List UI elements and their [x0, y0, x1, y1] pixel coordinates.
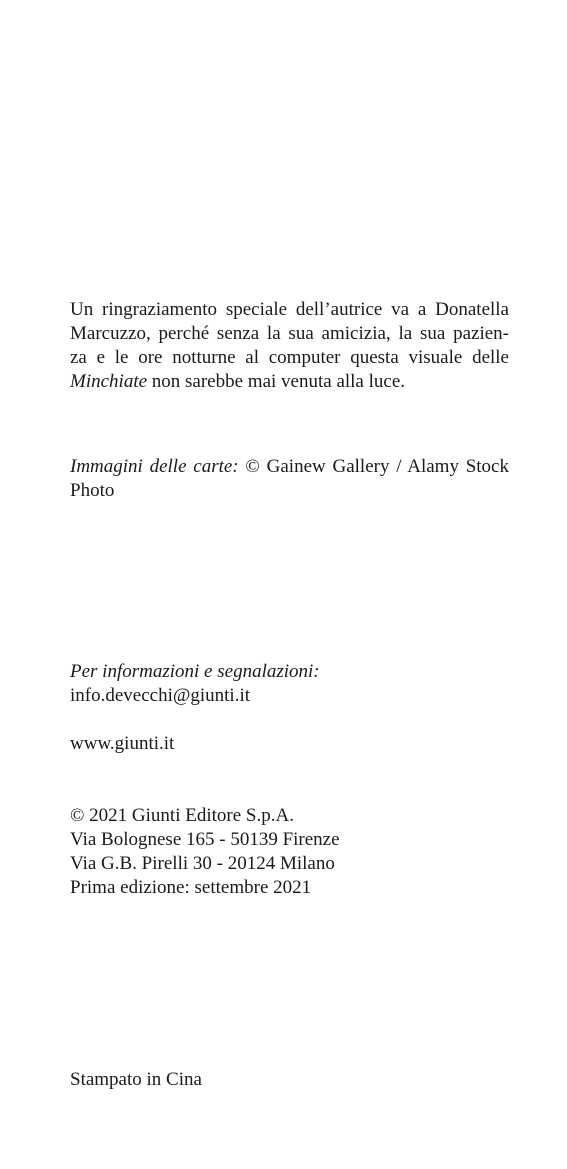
printed-in	[70, 1068, 509, 1092]
acknowledgement-line-end: non sarebbe mai venuta alla luce.	[147, 371, 406, 392]
website-url: www.giunti.it	[70, 733, 175, 754]
edition-date: Prima edizione: settembre 2021	[70, 877, 312, 898]
image-credits-line-2: Photo	[70, 480, 115, 501]
image-credits	[70, 455, 509, 503]
website	[70, 732, 509, 756]
publisher-info	[70, 804, 509, 900]
acknowledgement-paragraph	[70, 298, 509, 394]
acknowledgement-line: Un ringraziamento speciale dell’autrice va a Donatella	[70, 299, 509, 320]
address-florence: Via Bolognese 165 - 50139 Firenze	[70, 829, 340, 850]
printed-in-text: Stampato in Cina	[70, 1069, 202, 1090]
copyright-notice: © 2021 Giunti Editore S.p.A.	[70, 805, 294, 826]
acknowledgement-line: Marcuzzo, perché senza la sua amicizia, la sua pazien-	[70, 323, 509, 344]
contact-label: Per informazioni e segnalazioni:	[70, 661, 320, 682]
acknowledgement-line: za e le ore notturne al computer questa visuale delle	[70, 347, 509, 368]
contact-info	[70, 660, 509, 708]
address-milan: Via G.B. Pirelli 30 - 20124 Milano	[70, 853, 335, 874]
book-title: Minchiate	[70, 371, 148, 392]
contact-email: info.devecchi@giunti.it	[70, 685, 251, 706]
acknowledgement-line	[70, 370, 509, 394]
image-credits-label: Immagini delle carte:	[70, 456, 239, 477]
image-credits-text: © Gainew Gallery / Alamy Stock	[238, 456, 509, 477]
image-credits-line	[70, 455, 509, 479]
